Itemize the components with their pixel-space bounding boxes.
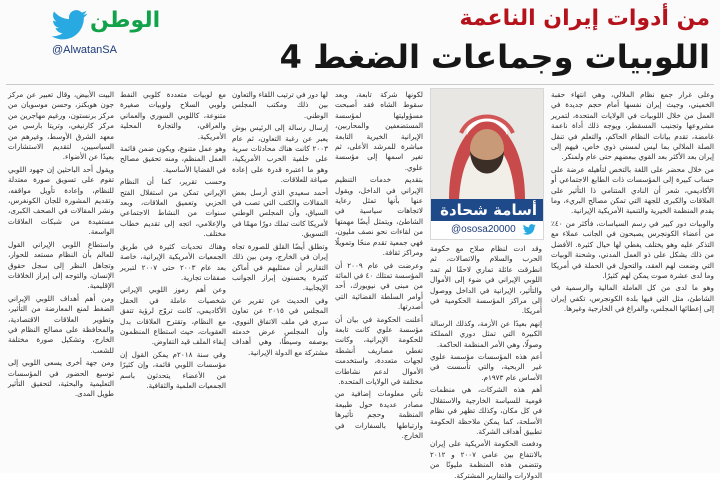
column-paragraph: وفي الحديث عن تقرير عن المجلس في ٢٠١٥ عن تعاون سري في ملف الاتفاق النووي، وأن المجلس عرض خدمته بوصفه وسيطًا، وهي أهداف مشتركة مع الدولة الإيرانية. (232, 295, 328, 357)
column-paragraph: وهو عمل متنوع، ويكون ضمن قائمة العمل المنظم، ومنه تحقيق مصالح في القضايا الأساسية. (120, 144, 226, 174)
column-paragraph: لها دور في ترتيب اللقاء والتعاون بين ذلك ومكتب المجلس الوطني. (232, 90, 328, 120)
article-column-1 (551, 90, 714, 468)
author-name: أسامة شحادة (440, 201, 537, 219)
column-paragraph: أحمد سعيدي الذي أرسل بعض المقالات والكتب التي تصب في السياق، وأن المجلس الوطني لأمريكا كانت تملك دورًا مهمًا في التسويق. (232, 187, 328, 239)
article-column-4 (232, 90, 328, 468)
article-column-6 (8, 90, 114, 468)
author-handle-row (431, 221, 543, 239)
column-paragraph: أعم هذه المؤسسات مؤسسة علوي غير الربحية، والتي تأسست في الأساس عام ١٩٧٣م. (430, 352, 542, 382)
article-column-2 (430, 244, 542, 480)
column-paragraph: والوبيات دور كبير في رسم السياسات، فأكثر من ٤٠٪ من أعضاء الكونجرس يصبحون في الجانب عملاء مع التذكر عليه وهو يختلف يغطي لها خيال كثيرة. الأفضل من ذلك يشكل على ذو العمل المدني، وشحنة الوبيات التي وضعت لهم العقد، والتحول في الحملة في أمريكا وما لدى عشرة صوت يمكن لهم كثيرًا. (551, 218, 714, 280)
author-card (430, 88, 544, 240)
column-paragraph: أعلنت الحكومة في بيان أن مؤسسة علوي كانت تابعة للحكومة الإيرانية، وكانت تغطي مصاريف أنشطة لجهات متعددة، واستخدمت الأموال لدعم نشاطات مختلفة في الولايات المتحدة. (335, 314, 423, 386)
masthead-logo (50, 8, 162, 58)
column-paragraph: ودفعت الحكومة الأمريكية على إيران بالانتفاع بين عامي ٢٠٠٧ و ٢٠١٢ وتتضمن هذه المنظمة مليونًا من الدولارات والتقارير المشتركة. (430, 439, 542, 480)
twitter-icon (523, 224, 536, 235)
column-paragraph: وفي سنة ٢٠١٨م يمكن القول إن مؤسسات اللوبي قائمة، وإن كثيرًا من الأعضاء يتحدثون باسم الجمعيات العلمية والثقافية. (120, 349, 227, 390)
article-column-5 (120, 90, 226, 468)
column-paragraph: ويقول أحد الباحثين إن جهود اللوبي تقوم على تسويق صورة معتدلة للنظام، وإعادة تأويل مواقفه، وتقديم المشورة للجان الكونغرس، ونشر المقالات في الصحف الكبرى، مستفيدة من شبكات العلاقات الواسعة. (8, 164, 114, 237)
column-paragraph: لكونها شركة تابعة، وبعد سقوط الشاه فقد أصبحت مسؤوليتها لمؤسسة المستضعفين والمحاربين، الإيرانية الخيرية التابعة مباشرة للمرشد الأعلى، ثم تغير اسمها إلى مؤسسة علوي. (335, 90, 423, 172)
column-paragraph: ومن أهم أهداف اللوبي الإيراني الضغط لمنع المعارضة من التأثير، وتطوير العلاقات الاقتصادية، والمحافظة على مصالح النظام في الخارج، وتشكيل صورة مختلفة للشعب. (8, 293, 114, 355)
article-column-3 (335, 90, 423, 468)
column-paragraph: تأتي معلومات إضافية من مصادر عديدة حول طبيعة المنظمة وحجم تأثيرها وارتباطها بالسفارات في الخارج. (335, 389, 423, 440)
article-headline: اللوبيات وجماعات الضغط 4 (279, 38, 710, 76)
column-paragraph: من خلال محضر على اللغة بالتخص لتأهيله عرضة على حساب كبيرة إلى المؤسسات ذات الطابع الاجتماعي أو الأكاديمي، شعر أن النادي المتنامي ذا التأثير على العلاقات والكبرى للجهة التي تمكن مصالح البريء، وما يقدم المنظمة الخيرية والتنمية الأمريكية الإيرانية. (551, 164, 714, 216)
column-paragraph: وعلى غرار جمع نظام الملالي، وهي انتهاء حقبة الخميني، وجيث إيران نفسها أمام حجم جديدة في العمل من خلال اللوبيات في الولايات المتحدة، لتمرير مشروعها وتجنيب المسقطر، ويوجه ذلك أداة ناعمة غامضة، تقدم بيانات النظام الحاكم، والتعلم في تنقل الصلة الملالي بما ليس لمسني ذوي خاص، فيهم إلى إيران بعد الأكثر بعد القوي ببعضهم حتى عام ولمنكر. (551, 90, 714, 162)
column-paragraph: مع لوبيات متعددة كلوبي النفط ولوبي السلاح ولوبيات صغيرة متنوعة، كاللوبي السوري والعماني والعراقي، والتجارة المحلية الأمريكية. (120, 90, 226, 141)
author-name-bar (431, 199, 543, 221)
twitter-bird-icon (50, 10, 90, 40)
masthead-handle[interactable]: @AlwatanSA (52, 44, 117, 56)
column-paragraph: إرسال رسالة إلى الرئيس بوش يعبر عن رغبة التعاون، ثم عام ٢٠٠٣ كانت هناك محادثات سرية على خلفية الحرب الأمريكية، وهو ما اعتبره قدرة على إعادة صياغة للعلاقات. (232, 123, 328, 185)
column-paragraph: وهناك تحديات كثيرة في طريق الجمعيات الأمريكية الإيرانية، خاصة بعد عام ٢٠٠٣ حتى ٢٠٠٧ لتبرير صفقات تجارية. (120, 241, 226, 282)
column-paragraph: وهو ما لدى من كل العاملة المالية والرسمية في الشاطئ، مثل التي فيها بلدة الكونجرس، تكفي إيران إلى إعطائها المجلس، والفراغ في الخارجية وغيرها. (551, 283, 714, 314)
column-paragraph: ومن جهة أخرى يسعى اللوبي إلى توسيع الحضور في المؤسسات التعليمية والبحثية، لتحقيق التأثير طويل المدى. (8, 358, 114, 399)
author-photo (431, 89, 543, 199)
author-portrait-icon (431, 89, 543, 199)
column-paragraph: وتطلق أيضًا القلق للصورة تجاه إيران في الخارج، ومن بين ذلك التقارير أن ممثليهم في أماكن كثيرة يحسنون إبراز الجوانب الإيجابية. (232, 241, 328, 293)
column-paragraph: وعن أهم رموز اللوبي الإيراني شخصيات عاملة في الحقل الأكاديمي، كانت تروّج لرؤية تتفق مع النظام، وتقترح العلاقات بدل العقوبات، حيث استطاع المنظمون إبقاء الملف قيد التفاوض. (120, 285, 226, 347)
header-divider (6, 84, 714, 85)
column-paragraph: وعرضت في عام ٢٠٠٩ أن المؤسسة تمتلك ٤٠ في المائة من مبنى في نيويورك، أحد أوامر السلطة القضائية التي أصدرتها. (335, 260, 423, 312)
masthead-brand: الوطن (90, 8, 161, 33)
column-paragraph: البيت الأبيض، وقال تعبير عن مركز جون هوبكنز، وحسن موسويان من مركز برنستون، ورغيم مهاجرين من مركز كارنيغي، وتريتا بارسي من معهد الشرق الأوسط، وغيرهم من السياسيين، لتقديم الاستشارات بعيدًا عن الأضواء. (8, 90, 114, 162)
column-paragraph: واستطاع اللوبي الإيراني القول للعالم بأن النظام مستعد للحوار، وتجاهل النظر إلى سجل حقوق الإنسان، والتوجه إلى إبراز الخلافات الإقليمية. (8, 239, 114, 291)
column-paragraph: بتقديم خدمات التنظيم الإيراني في الداخل، ويقول عنها بأنها تمثل رعاية لاتجاهات سياسية في الشاطئ، ويتمثل أيضًا مهمتها من لقاءات نحو نصف مليون، فهي جمعية تقدم منحًا وتمويلًا ومراكز ثقافة. (335, 175, 423, 258)
column-paragraph: إنهم بعيدًا عن الأزمة، وكذلك الرسالة الكبيرة التي تمثل دوري المملكة وصولًا، وهي الأمر المنظمة الحاكمة. (430, 318, 542, 349)
column-paragraph: وقد ادت لنظام صلاح مع حكومة الحرب والسلام والاتصالات، ثم انطرقت عائلة تماري لاحقًا لم تمد اللوبي الإيراني في ضوء إلى الأموال والتأثير، الإيرانية في الداخل ووصول إلى مراكز المؤسسة الحكومية في أمريكا. (430, 244, 542, 316)
article-kicker: من أدوات إيران الناعمة (459, 6, 710, 31)
column-paragraph: وحسب تقرير، كما أن النظام الإيراني تمكن من استغلال الفتح الحزبي وتعميق العلاقات، وبعد سنوات من النشاط الاجتماعي والإعلامي، اتجه إلى تقديم خطاب مختلف. (120, 177, 226, 239)
author-handle[interactable]: @ososa20000 (451, 224, 516, 235)
column-paragraph: أهم هذه الشركات، هي منظمات قومية للسياسة الخارجية والاستقلال في كل مكان، وكذلك تظهر في نظام الأسلحة، كما يمكن ملاحظة الحكومة تطبيق أهداف الشركة. (430, 385, 542, 436)
